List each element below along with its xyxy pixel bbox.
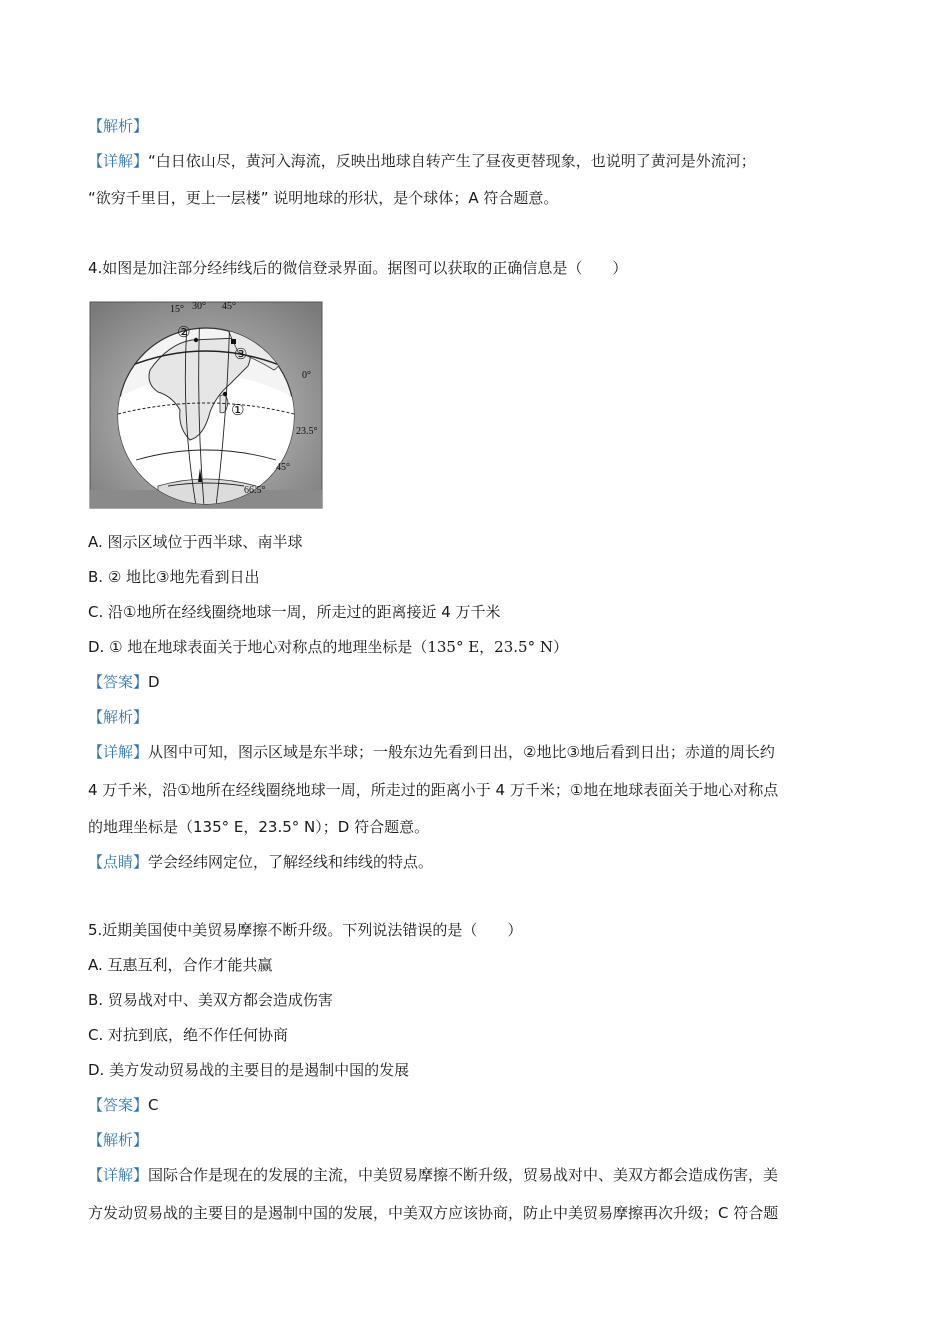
q5-detail-text-1: 国际合作是现在的发展的主流，中美贸易摩擦不断升级，贸易战对中、美双方都会造成伤害，美 <box>148 1166 779 1184</box>
option-text: 美方发动贸易战的主要目的是遏制中国的发展 <box>109 1061 410 1079</box>
option-text: ① 地在地球表面关于地心对称点的地理坐标是（135° E，23.5° N） <box>109 638 568 656</box>
q4-option-b <box>88 567 260 587</box>
q5-answer-value: C <box>148 1096 159 1114</box>
q4-analysis-label: 【解析】 <box>88 708 149 726</box>
q4-detail-line-3: 的地理坐标是（135° E，23.5° N）；D 符合题意。 <box>88 818 430 836</box>
q3-detail-text-1: “白日依山尽，黄河入海流，反映出地球自转产生了昼夜更替现象，也说明了黄河是外流河； <box>148 152 756 170</box>
q4-option-c <box>88 602 501 622</box>
option-text: 互惠互利，合作才能共赢 <box>107 956 273 974</box>
label-lon-15: 15° <box>170 304 184 315</box>
label-lat-0: 0° <box>302 370 311 381</box>
q4-tip <box>88 852 433 872</box>
q5-analysis-label: 【解析】 <box>88 1131 149 1149</box>
option-text: ② 地比③地先看到日出 <box>107 568 260 586</box>
label-lat-66: 66.5° <box>244 485 266 496</box>
q4-answer-label: 【答案】 <box>88 673 149 691</box>
label-lat-23: 23.5° <box>296 426 318 437</box>
globe-illustration <box>88 300 324 510</box>
q5-answer <box>88 1095 159 1115</box>
option-letter: B. <box>88 568 104 586</box>
globe-figure <box>88 300 324 510</box>
label-lat-45: 45° <box>276 462 290 473</box>
q3-detail-line-2: “欲穷千里目，更上一层楼” 说明地球的形状，是个球体；A 符合题意。 <box>88 189 559 207</box>
q5-detail-label: 【详解】 <box>88 1166 149 1184</box>
q4-option-a <box>88 532 303 552</box>
option-letter: A. <box>88 956 103 974</box>
label-lon-30: 30° <box>192 301 206 312</box>
q3-analysis-label: 【解析】 <box>88 117 149 135</box>
q4-detail-line-2: 4 万千米，沿①地所在经线圈绕地球一周，所走过的距离小于 4 万千米；①地在地球表面关于地心对称点 <box>88 781 779 799</box>
label-point-2: ② <box>177 323 191 341</box>
q5-detail-line-1 <box>88 1165 778 1185</box>
q4-answer <box>88 672 160 692</box>
option-text: 贸易战对中、美双方都会造成伤害 <box>107 991 333 1009</box>
option-letter: C. <box>88 603 104 621</box>
q5-detail-line-2: 方发动贸易战的主要目的是遏制中国的发展，中美双方应该协商，防止中美贸易摩擦再次升级；C 符合题 <box>88 1204 779 1222</box>
q4-tip-label: 【点睛】 <box>88 853 149 871</box>
q4-detail-label: 【详解】 <box>88 743 149 761</box>
option-text: 沿①地所在经线圈绕地球一周，所走过的距离接近 4 万千米 <box>108 603 501 621</box>
q5-question: 5.近期美国使中美贸易摩擦不断升级。下列说法错误的是（ ） <box>88 921 523 939</box>
q5-option-c <box>88 1025 288 1045</box>
option-letter: B. <box>88 991 104 1009</box>
option-letter: A. <box>88 533 103 551</box>
q4-answer-value: D <box>148 673 160 691</box>
q4-question: 4.如图是加注部分经纬线后的微信登录界面。据图可以获取的正确信息是（ ） <box>88 259 628 277</box>
q4-detail-text-1: 从图中可知，图示区域是东半球；一般东边先看到日出，②地比③地后看到日出；赤道的周长约 <box>148 743 775 761</box>
option-text: 对抗到底，绝不作任何协商 <box>108 1026 289 1044</box>
label-lon-45: 45° <box>222 301 236 312</box>
option-letter: D. <box>88 1061 105 1079</box>
q3-detail-label: 【详解】 <box>88 152 149 170</box>
option-letter: C. <box>88 1026 104 1044</box>
label-point-3: ③ <box>234 345 248 363</box>
q4-option-d <box>88 637 568 657</box>
option-letter: D. <box>88 638 105 656</box>
q4-tip-text: 学会经纬网定位，了解经线和纬线的特点。 <box>148 853 434 871</box>
option-text: 图示区域位于西半球、南半球 <box>107 533 303 551</box>
label-point-1: ① <box>231 401 245 419</box>
q5-option-b <box>88 990 333 1010</box>
q5-answer-label: 【答案】 <box>88 1096 149 1114</box>
q3-detail-line-1 <box>88 151 756 171</box>
q5-option-a <box>88 955 273 975</box>
q5-option-d <box>88 1060 409 1080</box>
q4-detail-line-1 <box>88 742 775 762</box>
